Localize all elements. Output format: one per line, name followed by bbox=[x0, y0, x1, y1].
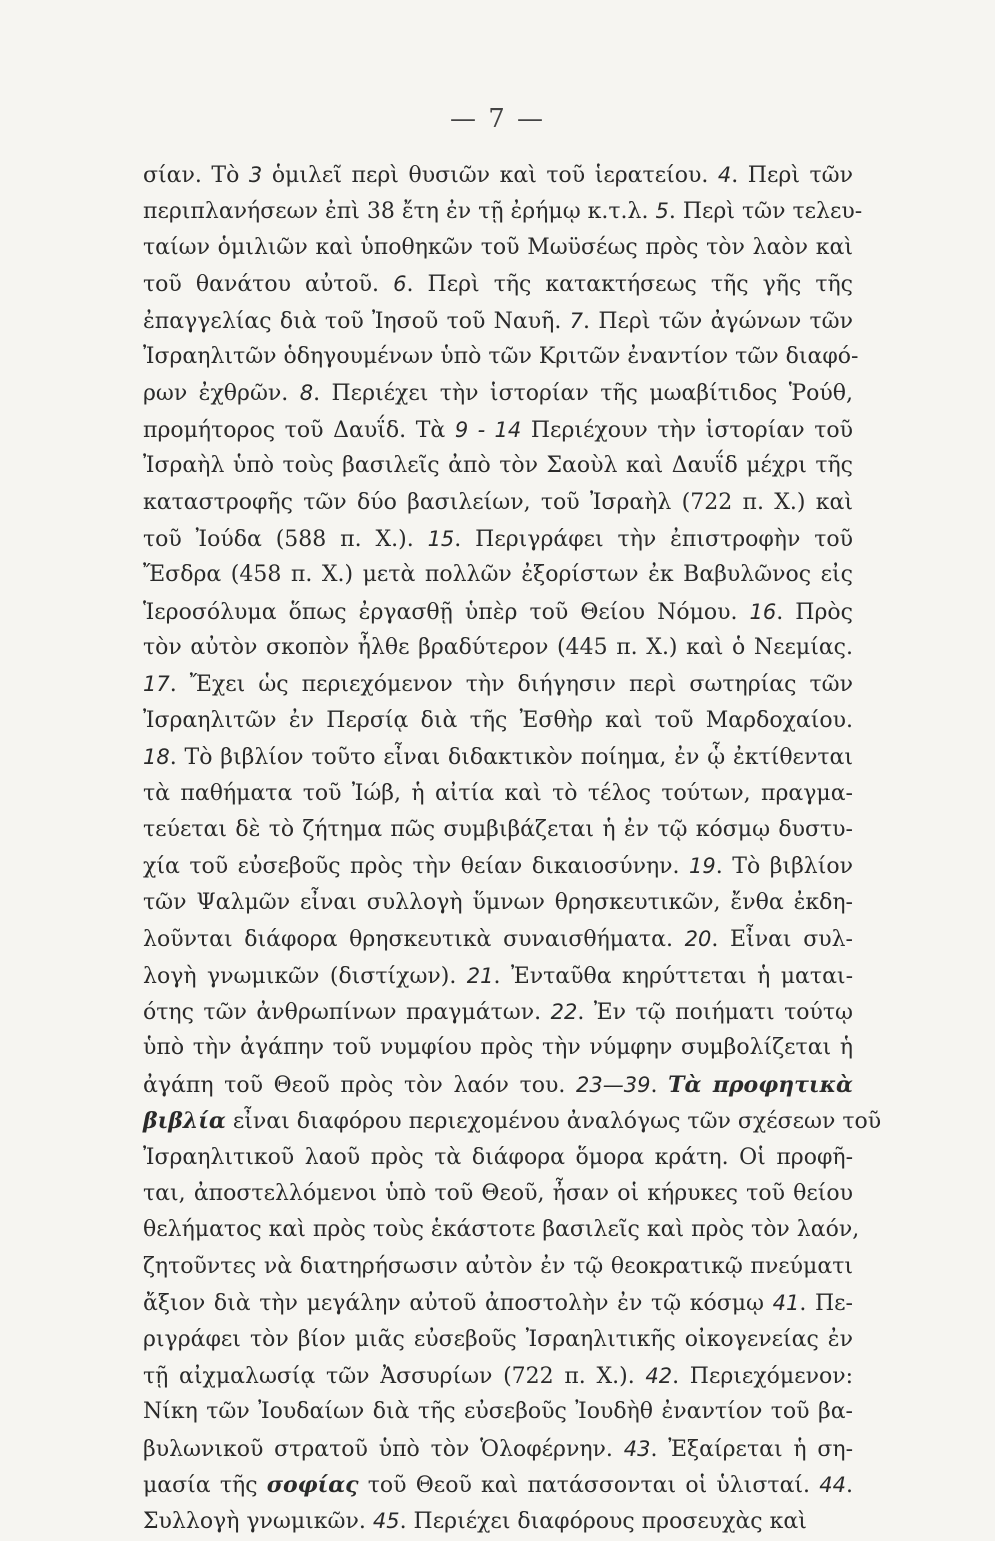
book-number: 20 bbox=[684, 927, 712, 952]
text-line: τῇ αἰχμαλωσίᾳ τῶν Ἀσσυρίων (722 π. Χ.). 42. Περιεχόμενον: bbox=[143, 1363, 853, 1389]
book-number: 17 bbox=[143, 672, 170, 697]
text-line: θελήματος καὶ πρὸς τοὺς ἑκάστοτε βασιλεῖς καὶ πρὸς τὸν λαόν, bbox=[143, 1217, 860, 1243]
text-line: βυλωνικοῦ στρατοῦ ὑπὸ τὸν Ὁλοφέρνην. 43. Ἐξαίρεται ἡ ση- bbox=[143, 1436, 853, 1462]
text-line: τοῦ Ἰούδα (588 π. Χ.). 15. Περιγράφει τὴν ἐπιστροφὴν τοῦ bbox=[143, 526, 853, 552]
text-line: τὰ παθήματα τοῦ Ἰώβ, ἡ αἰτία καὶ τὸ τέλος τούτων, πραγμα- bbox=[143, 780, 853, 806]
book-number: 5 bbox=[655, 199, 669, 224]
emphasized-text: βιβλία bbox=[143, 1108, 226, 1135]
book-number: 7 bbox=[569, 308, 584, 333]
book-number: 42 bbox=[645, 1363, 673, 1388]
text-line: ἀγάπη τοῦ Θεοῦ πρὸς τὸν λαόν του. 23—39. Τὰ προφητικὰ bbox=[143, 1071, 853, 1098]
text-line: ριγράφει τὸν βίον μιᾶς εὐσεβοῦς Ἰσραηλιτικῆς οἰκογενείας ἐν bbox=[143, 1326, 853, 1352]
book-number: 9 - 14 bbox=[454, 417, 522, 442]
text-line: τοῦ θανάτου αὐτοῦ. 6. Περὶ τῆς κατακτήσεως τῆς γῆς τῆς bbox=[143, 272, 853, 298]
book-number: 15 bbox=[427, 526, 455, 551]
book-number: 23—39 bbox=[576, 1072, 651, 1097]
page-number: — 7 — bbox=[449, 104, 546, 134]
book-number: 21 bbox=[466, 963, 494, 988]
text-line: 17. Ἔχει ὡς περιεχόμενον τὴν διήγησιν περὶ σωτηρίας τῶν bbox=[143, 672, 853, 698]
text-line: λογὴ γνωμικῶν (διστίχων). 21. Ἐνταῦθα κηρύττεται ἡ μαται- bbox=[143, 963, 853, 989]
book-number: 18 bbox=[143, 745, 170, 770]
text-line: ταίων ὁμιλιῶν καὶ ὑποθηκῶν τοῦ Μωϋσέως πρὸς τὸν λαὸν καὶ bbox=[143, 234, 853, 260]
book-number: 6 bbox=[393, 272, 407, 297]
text-line: λοῦνται διάφορα θρησκευτικὰ συναισθήματα. 20. Εἶναι συλ- bbox=[143, 927, 853, 953]
text-line: Ἱεροσόλυμα ὅπως ἐργασθῇ ὑπὲρ τοῦ Θείου Νόμου. 16. Πρὸς bbox=[143, 599, 853, 625]
text-line: ζητοῦντες νὰ διατηρήσωσιν αὐτὸν ἐν τῷ θεοκρατικῷ πνεύματι bbox=[143, 1253, 853, 1279]
text-line: Νίκη τῶν Ἰουδαίων διὰ τῆς εὐσεβοῦς Ἰουδὴθ ἐναντίον τοῦ βα- bbox=[143, 1399, 853, 1425]
text-line: χία τοῦ εὐσεβοῦς πρὸς τὴν θείαν δικαιοσύνην. 19. Τὸ βιβλίον bbox=[143, 854, 853, 880]
text-line: Ἔσδρα (458 π. Χ.) μετὰ πολλῶν ἐξορίστων ἐκ Βαβυλῶνος εἰς bbox=[143, 562, 853, 588]
text-line: ἄξιον διὰ τὴν μεγάλην αὐτοῦ ἀποστολὴν ἐν τῷ κόσμῳ 41. Πε- bbox=[143, 1291, 853, 1317]
text-line: ται, ἀποστελλόμενοι ὑπὸ τοῦ Θεοῦ, ἦσαν οἱ κήρυκες τοῦ θείου bbox=[143, 1180, 853, 1206]
book-number: 44 bbox=[819, 1473, 846, 1498]
text-line: ὑπὸ τὴν ἀγάπην τοῦ νυμφίου πρὸς τὴν νύμφην συμβολίζεται ἡ bbox=[143, 1035, 853, 1061]
text-line: ότης τῶν ἀνθρωπίνων πραγμάτων. 22. Ἐν τῷ ποιήματι τούτῳ bbox=[143, 999, 853, 1025]
text-line: περιπλανήσεων ἐπὶ 38 ἔτη ἐν τῇ ἐρήμῳ κ.τ.λ. 5. Περὶ τῶν τελευ- bbox=[143, 199, 863, 225]
text-line: προμήτορος τοῦ Δαυΐδ. Τὰ 9 - 14 Περιέχουν τὴν ἱστορίαν τοῦ bbox=[143, 417, 854, 443]
text-line: τῶν Ψαλμῶν εἶναι συλλογὴ ὕμνων θρησκευτικῶν, ἔνθα ἐκδη- bbox=[143, 889, 853, 915]
text-line: Συλλογὴ γνωμικῶν. 45. Περιέχει διαφόρους προσευχὰς καὶ bbox=[143, 1509, 807, 1535]
text-line: τὸν αὐτὸν σκοπὸν ἦλθε βραδύτερον (445 π. Χ.) καὶ ὁ Νεεμίας. bbox=[143, 635, 853, 661]
book-number: 41 bbox=[772, 1291, 800, 1316]
body-text bbox=[143, 157, 882, 1540]
text-line: βιβλία εἶναι διαφόρου περιεχομένου ἀναλόγως τῶν σχέσεων τοῦ bbox=[143, 1108, 882, 1135]
text-line: ρων ἐχθρῶν. 8. Περιέχει τὴν ἱστορίαν τῆς μωαβίτιδος Ῥούθ, bbox=[143, 381, 853, 407]
text-line: τεύεται δὲ τὸ ζήτημα πῶς συμβιβάζεται ἡ ἐν τῷ κόσμῳ δυστυ- bbox=[143, 817, 853, 843]
text-line: 18. Τὸ βιβλίον τοῦτο εἶναι διδακτικὸν ποίημα, ἐν ᾧ ἐκτίθενται bbox=[143, 745, 853, 771]
emphasized-text: σοφίας bbox=[266, 1472, 359, 1499]
book-number: 22 bbox=[550, 999, 578, 1024]
book-number: 19 bbox=[689, 854, 716, 879]
book-number: 8 bbox=[299, 381, 314, 406]
book-number: 16 bbox=[749, 599, 777, 624]
book-number: 45 bbox=[372, 1509, 400, 1534]
emphasized-text: Τὰ προφητικὰ bbox=[668, 1071, 853, 1098]
text-line: Ἰσραηλιτῶν ἐν Περσίᾳ διὰ τῆς Ἐσθὴρ καὶ τοῦ Μαρδοχαίου. bbox=[143, 707, 853, 733]
text-line: μασία τῆς σοφίας τοῦ Θεοῦ καὶ πατάσσονται οἱ ὑλισταί. 44. bbox=[143, 1472, 853, 1499]
text-line: Ἰσραηλιτικοῦ λαοῦ πρὸς τὰ διάφορα ὅμορα κράτη. Οἱ προφῆ- bbox=[143, 1144, 853, 1170]
text-line: Ἰσραηλιτῶν ὁδηγουμένων ὑπὸ τῶν Κριτῶν ἐναντίον τῶν διαφό- bbox=[143, 343, 859, 369]
text-line: καταστροφῆς τῶν δύο βασιλείων, τοῦ Ἰσραὴλ (722 π. Χ.) καὶ bbox=[143, 489, 853, 515]
text-line: σίαν. Τὸ 3 ὁμιλεῖ περὶ θυσιῶν καὶ τοῦ ἱερατείου. 4. Περὶ τῶν bbox=[143, 163, 853, 188]
book-number: 43 bbox=[623, 1436, 651, 1461]
book-number: 4 bbox=[717, 163, 732, 187]
book-number: 3 bbox=[248, 163, 263, 187]
text-line: Ἰσραὴλ ὑπὸ τοὺς βασιλεῖς ἀπὸ τὸν Σαοὺλ καὶ Δαυΐδ μέχρι τῆς bbox=[143, 453, 853, 479]
text-line: ἐπαγγελίας διὰ τοῦ Ἰησοῦ τοῦ Ναυῆ. 7. Περὶ τῶν ἀγώνων τῶν bbox=[143, 308, 853, 334]
